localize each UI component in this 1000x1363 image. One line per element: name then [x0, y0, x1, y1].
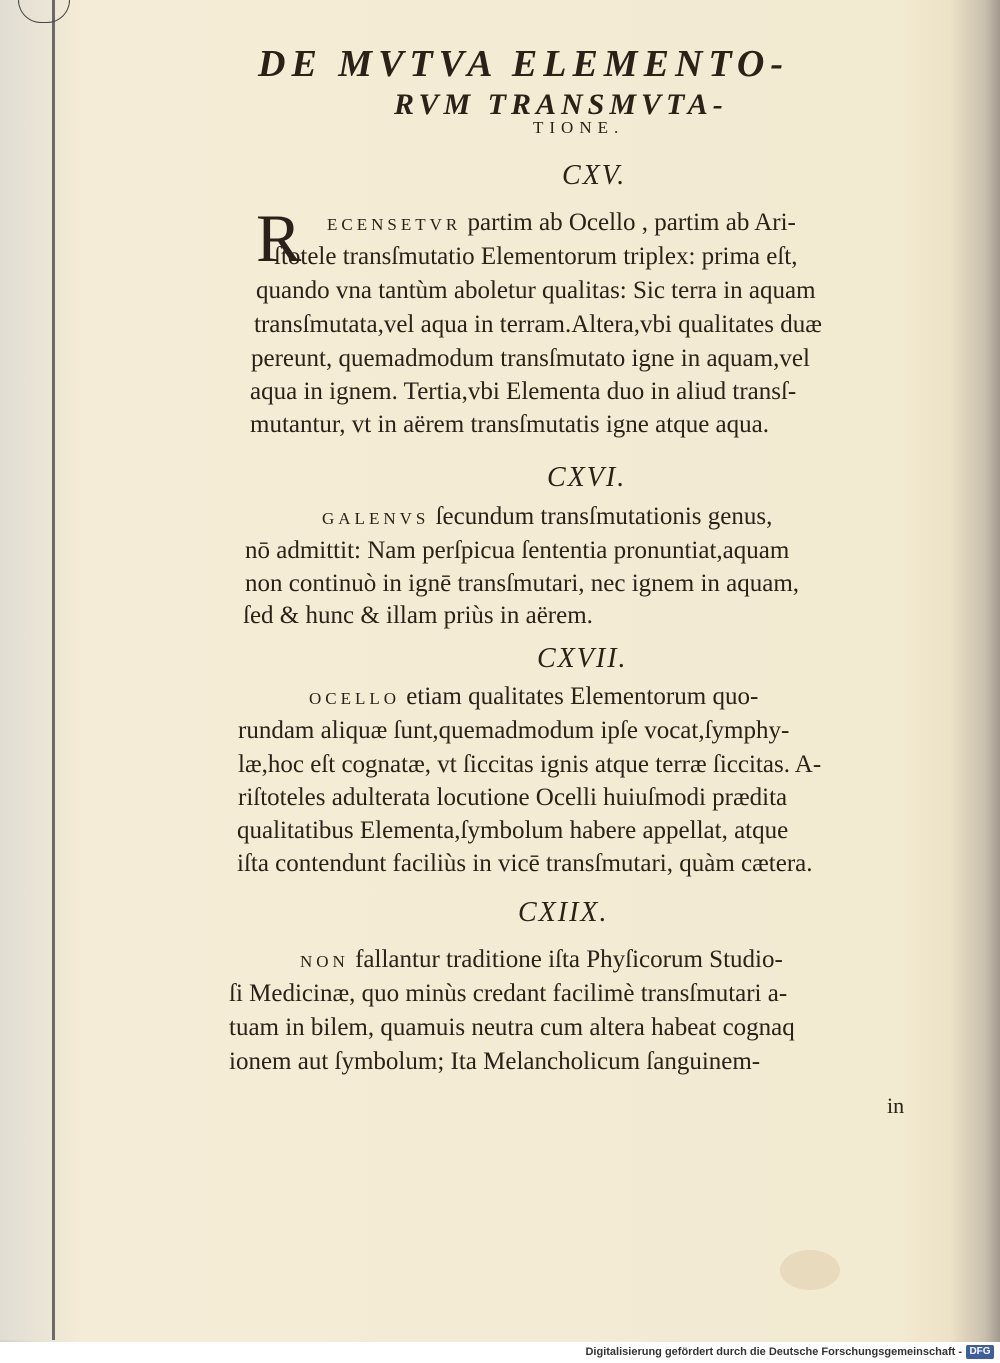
lead-word: OCELLO: [309, 689, 401, 708]
page-title-line-1: DE MVTVA ELEMENTO-: [258, 43, 790, 85]
body-line: quando vna tantùm aboletur qualitas: Sic terra in aquam: [256, 277, 816, 304]
line-text: etiam qualitates Elementorum quo-: [406, 683, 759, 710]
lead-word: ECENSETVR: [327, 215, 462, 234]
body-line: ionem aut ſymbolum; Ita Melancholicum ſanguinem-: [229, 1048, 761, 1075]
section-number-cxvi: CXVI.: [547, 462, 627, 493]
body-line: ſed & hunc & illam priùs in aërem.: [243, 602, 593, 629]
body-line: ſtotele transſmutatio Elementorum triplex: prima eſt,: [274, 243, 798, 270]
body-line: mutantur, vt in aërem transſmutatis igne atque aqua.: [250, 411, 769, 438]
body-line: pereunt, quemadmodum transſmutato igne in aquam,vel: [251, 345, 810, 372]
body-line: [300, 945, 783, 977]
facing-page-edge: [0, 0, 55, 1340]
line-text: partim ab Ocello , partim ab Ari-: [467, 209, 796, 236]
body-line: iſta contendunt faciliùs in vicē transſmutari, quàm cætera.: [237, 850, 813, 877]
body-line: transſmutata,vel aqua in terram.Altera,vbi qualitates duæ: [254, 311, 822, 338]
body-line: læ,hoc eſt cognatæ, vt ſiccitas ignis atque terræ ſiccitas. A-: [238, 751, 822, 778]
body-line: [327, 208, 796, 240]
drop-cap-initial: R: [256, 200, 302, 276]
page-title-line-3: TIONE.: [533, 118, 625, 137]
body-line: [309, 682, 758, 714]
page-title-line-2: RVM TRANSMVTA-: [394, 88, 728, 121]
section-number-cxiix: CXIIX.: [518, 897, 609, 928]
line-text: fallantur traditione iſta Phyſicorum Studio-: [355, 946, 783, 973]
dfg-logo: DFG: [966, 1345, 994, 1359]
line-text: ſecundum transſmutationis genus,: [435, 503, 773, 530]
body-line: riſtoteles adulterata locutione Ocelli huiuſmodi prædita: [238, 784, 788, 811]
section-number-cxv: CXV.: [562, 160, 627, 191]
body-line: aqua in ignem. Tertia,vbi Elementa duo in aliud transſ-: [250, 378, 797, 405]
digitization-credit: Digitalisierung gefördert durch die Deutsche Forschungsgemeinschaft -: [585, 1346, 962, 1358]
body-line: nō admittit: Nam perſpicua ſententia pronuntiat,aquam: [245, 537, 790, 564]
body-line: [322, 502, 772, 534]
lead-word: GALENVS: [322, 509, 430, 528]
body-line: ſi Medicinæ, quo minùs credant facilimè transſmutari a-: [229, 980, 788, 1007]
lead-word: NON: [300, 952, 349, 971]
paper-stain: [780, 1250, 840, 1290]
body-line: rundam aliquæ ſunt,quemadmodum ipſe vocat,ſymphy-: [238, 717, 790, 744]
catchword: in: [887, 1093, 905, 1118]
body-line: non continuò in ignē transſmutari, nec ignem in aquam,: [245, 570, 800, 597]
body-line: tuam in bilem, quamuis neutra cum altera habeat cognaq: [229, 1014, 795, 1041]
section-number-cxvii: CXVII.: [537, 643, 628, 674]
body-line: qualitatibus Elementa,ſymbolum habere appellat, atque: [237, 817, 789, 844]
